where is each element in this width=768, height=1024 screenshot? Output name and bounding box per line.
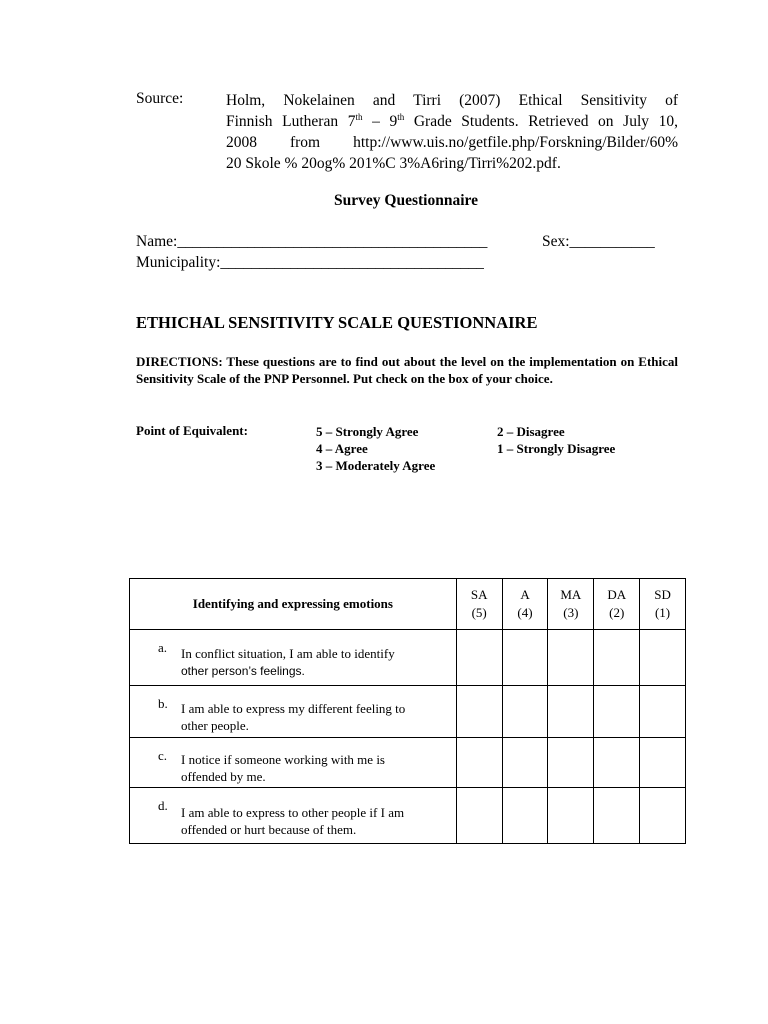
checkbox-cell-da[interactable] — [594, 686, 640, 738]
checkbox-cell-sa[interactable] — [456, 630, 502, 686]
checkbox-cell-da[interactable] — [594, 788, 640, 844]
checkbox-cell-a[interactable] — [502, 738, 548, 788]
scale-item: 2 – Disagree — [497, 424, 565, 439]
scale-item: 3 – Moderately Agree — [316, 458, 436, 473]
table-row — [130, 686, 686, 738]
checkbox-cell-sd[interactable] — [640, 686, 686, 738]
checkbox-cell-sa[interactable] — [456, 686, 502, 738]
table-row — [130, 630, 686, 686]
checkbox-cell-ma[interactable] — [548, 686, 594, 738]
rating-header-ma: MA (3) — [548, 579, 594, 630]
checkbox-cell-a[interactable] — [502, 686, 548, 738]
checkbox-cell-sd[interactable] — [640, 788, 686, 844]
scale-item: 1 – Strongly Disagree — [497, 441, 616, 456]
scale-legend-right — [497, 423, 615, 457]
source-line-3: 2008 from http://www.uis.no/getfile.php/Forskning/Bilder/60% — [226, 134, 678, 151]
source-citation — [226, 90, 678, 174]
sex-field[interactable]: Sex:___________ — [542, 233, 655, 250]
checkbox-cell-ma[interactable] — [548, 738, 594, 788]
checkbox-cell-ma[interactable] — [548, 788, 594, 844]
checkbox-cell-sa[interactable] — [456, 738, 502, 788]
checkbox-cell-da[interactable] — [594, 630, 640, 686]
rating-header-sa: SA (5) — [456, 579, 502, 630]
survey-table — [129, 578, 686, 844]
table-row — [130, 788, 686, 844]
scale-item: 5 – Strongly Agree — [316, 424, 419, 439]
source-line-1: Holm, Nokelainen and Tirri (2007) Ethical Sensitivity of — [226, 92, 678, 109]
checkbox-cell-a[interactable] — [502, 630, 548, 686]
checkbox-cell-da[interactable] — [594, 738, 640, 788]
question-a: a. In conflict situation, I am able to identify other person’s feelings. — [130, 630, 457, 686]
checkbox-cell-sd[interactable] — [640, 630, 686, 686]
table-row — [130, 738, 686, 788]
page-title: Survey Questionnaire — [334, 192, 478, 209]
municipality-field[interactable]: Municipality:__________________________________ — [136, 254, 484, 271]
question-c: c. I notice if someone working with me is offended by me. — [130, 738, 457, 788]
source-label: Source: — [136, 90, 184, 107]
rating-header-a: A (4) — [502, 579, 548, 630]
source-line-2: Finnish Lutheran 7th – 9th Grade Students. Retrieved on July 10, — [226, 112, 679, 130]
checkbox-cell-sa[interactable] — [456, 788, 502, 844]
rating-header-sd: SD (1) — [640, 579, 686, 630]
name-field[interactable]: Name:________________________________________ — [136, 233, 488, 250]
topic-header: Identifying and expressing emotions — [130, 579, 457, 630]
question-b: b. I am able to express my different feeling to other people. — [130, 686, 457, 738]
checkbox-cell-ma[interactable] — [548, 630, 594, 686]
scale-legend-left — [316, 423, 435, 474]
checkbox-cell-sd[interactable] — [640, 738, 686, 788]
rating-header-da: DA (2) — [594, 579, 640, 630]
source-line-4: 20 Skole % 20og% 201%C 3%A6ring/Tirri%202.pdf. — [226, 155, 561, 172]
table-header-row — [130, 579, 686, 630]
directions-text: DIRECTIONS: These questions are to find out about the level on the implementation on Ethical Sensitivity Scale of the PNP Personnel. Put check on the box of your choice. — [136, 354, 678, 386]
checkbox-cell-a[interactable] — [502, 788, 548, 844]
scale-item: 4 – Agree — [316, 441, 368, 456]
section-title: ETHICHAL SENSITIVITY SCALE QUESTIONNAIRE — [136, 313, 538, 332]
question-d: d. I am able to express to other people if I am offended or hurt because of them. — [130, 788, 457, 844]
point-of-equivalent-label: Point of Equivalent: — [136, 423, 248, 438]
